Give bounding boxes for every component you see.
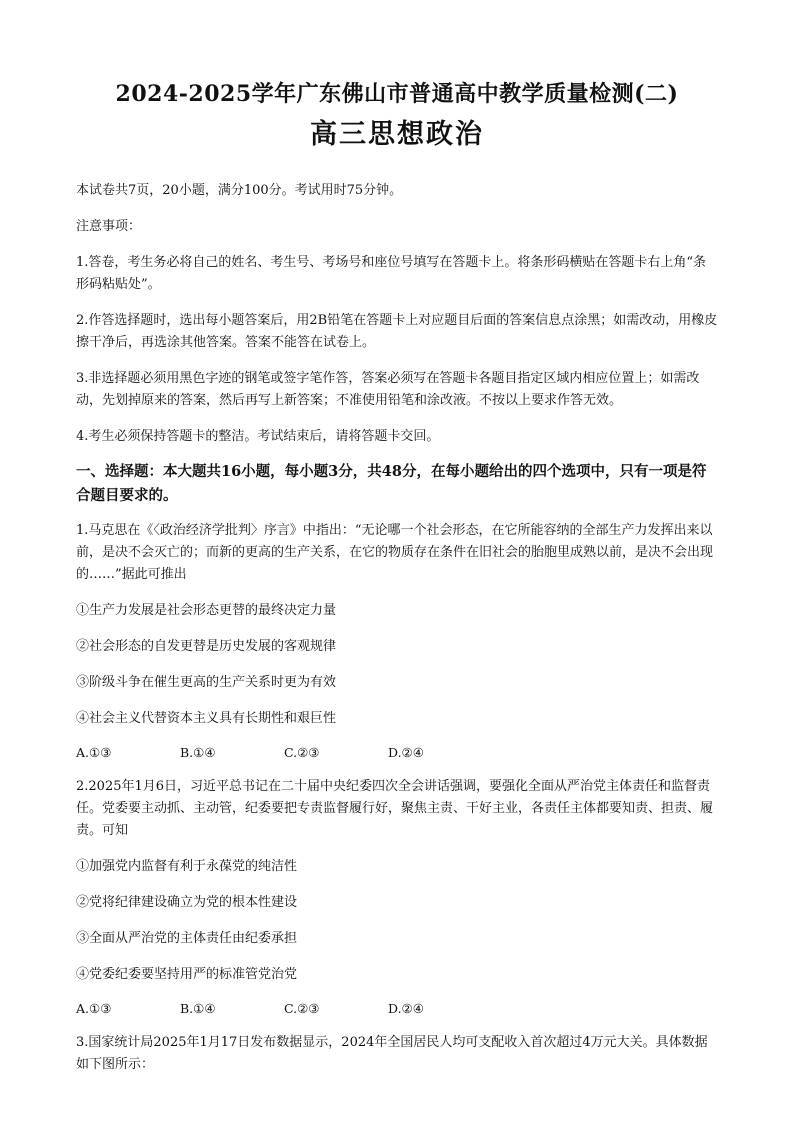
notice-item-2: 2.作答选择题时，选出每小题答案后，用2B铅笔在答题卡上对应题目后面的答案信息点涂黑；如需改动，用橡皮擦干净后，再选涂其他答案。答案不能答在试卷上。 bbox=[76, 313, 718, 350]
notice-item-3: 3.非选择题必须用黑色字迹的钢笔或签字笔作答，答案必须写在答题卡各题目指定区域内相应位置上；如需改动，先划掉原来的答案，然后再写上新答案；不准使用铅笔和涂改液。不按以上要求作答无效。 bbox=[76, 371, 700, 408]
question-3-stem: 3.国家统计局2025年1月17日发布数据显示，2024年全国居民人均可支配收入首次超过4万元大关。具体数据如下图所示： bbox=[76, 1035, 708, 1072]
question-1-option-c: C.②③ bbox=[284, 745, 320, 760]
question-2-statement-4: ④党委纪委要坚持用严的标准管党治党 bbox=[76, 967, 298, 982]
question-2 bbox=[76, 776, 718, 1020]
question-1-statement-3: ③阶级斗争在催生更高的生产关系时更为有效 bbox=[76, 675, 337, 690]
question-2-statement-3: ③全面从严治党的主体责任由纪委承担 bbox=[76, 931, 298, 946]
question-1-option-b: B.①④ bbox=[180, 745, 216, 760]
question-2-option-b: B.①④ bbox=[180, 1001, 216, 1016]
exam-title: 2024-2025学年广东佛山市普通高中教学质量检测(二) bbox=[115, 81, 679, 107]
exam-subject-title: 高三思想政治 bbox=[310, 119, 484, 150]
question-2-option-d: D.②④ bbox=[388, 1001, 424, 1016]
notice-item-4: 4.考生必须保持答题卡的整洁。考试结束后，请将答题卡交回。 bbox=[76, 429, 440, 444]
section-one-heading: 一、选择题：本大题共16小题，每小题3分，共48分，在每小题给出的四个选项中，只有一项是符合题目要求的。 bbox=[76, 463, 707, 504]
question-1-option-d: D.②④ bbox=[388, 745, 424, 760]
question-2-option-a: A.①③ bbox=[76, 1001, 112, 1016]
question-1-options bbox=[76, 742, 718, 764]
question-2-options bbox=[76, 998, 718, 1020]
question-1-stem: 1.马克思在《〈政治经济学批判〉序言》中指出：“无论哪一个社会形态，在它所能容纳的全部生产力发挥出来以前，是决不会灭亡的；而新的更高的生产关系，在它的物质存在条件在旧社会的胎胞里成熟以前，是决不会出现的……”据此可推出 bbox=[76, 523, 714, 582]
question-2-stem: 2.2025年1月6日，习近平总书记在二十届中央纪委四次全会讲话强调，要强化全面从严治党主体责任和监督责任。党委要主动抓、主动管，纪委要把专责监督履行好，聚焦主责、干好主业，各责任主体都要知责、担责、履责。可知 bbox=[76, 779, 714, 838]
notice-item-1: 1.答卷，考生务必将自己的姓名、考生号、考场号和座位号填写在答题卡上。将条形码横贴在答题卡右上角“条形码粘贴处”。 bbox=[76, 255, 707, 292]
question-2-statement-2: ②党将纪律建设确立为党的根本性建设 bbox=[76, 895, 298, 910]
question-1-statement-4: ④社会主义代替资本主义具有长期性和艰巨性 bbox=[76, 711, 337, 726]
question-3 bbox=[76, 1032, 718, 1076]
question-2-statement-1: ①加强党内监督有利于永葆党的纯洁性 bbox=[76, 859, 298, 874]
question-1-option-a: A.①③ bbox=[76, 745, 112, 760]
question-1 bbox=[76, 520, 718, 764]
question-2-option-c: C.②③ bbox=[284, 1001, 320, 1016]
question-1-statement-1: ①生产力发展是社会形态更替的最终决定力量 bbox=[76, 603, 337, 618]
notice-heading: 注意事项： bbox=[76, 219, 142, 234]
exam-intro: 本试卷共7页，20小题，满分100分。考试用时75分钟。 bbox=[76, 183, 403, 198]
question-1-statement-2: ②社会形态的自发更替是历史发展的客观规律 bbox=[76, 639, 337, 654]
